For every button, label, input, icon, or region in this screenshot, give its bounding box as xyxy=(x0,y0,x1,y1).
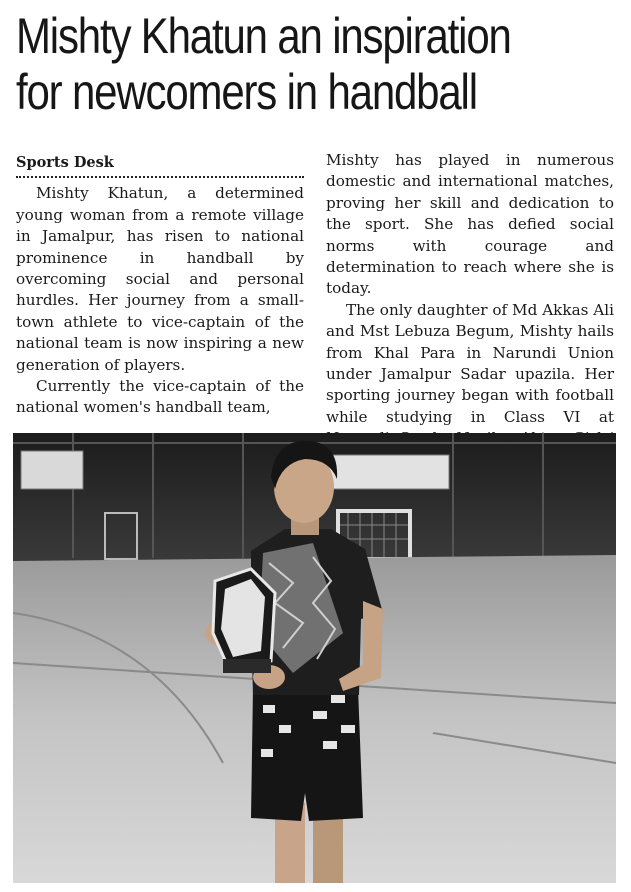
article-paragraph-2-end: Mishty has played in numerous domestic and international matches, proving her skill and dedication to the sport. She has defied social norms with courage and determination to reach where she is today. xyxy=(326,151,614,298)
byline: Sports Desk xyxy=(16,152,304,178)
headline xyxy=(16,8,524,120)
headline-line-2: for newcomers in handball xyxy=(16,64,477,120)
article-paragraph-3: The only daughter of Md Akkas Ali and Mst Lebuza Begum, Mishty hails from Khal Para in Narundi Union under Jamalpur Sadar upazila. Her sporting journey began with football while studying in Class VI at xyxy=(326,300,614,426)
article-column-right xyxy=(326,150,614,471)
article-photo xyxy=(13,433,616,883)
article-paragraph-2-start: Currently the vice-captain of the national women's handball team, xyxy=(16,377,304,417)
article-column-left xyxy=(16,152,304,419)
article-paragraph-1: Mishty Khatun, a determined young woman from a remote village in Jamalpur, has risen to national prominence in handball by overcoming social and personal hurdles. Her journey from a small-town athlete to vice-captain of the national team is now inspiring a new generation of players. xyxy=(16,184,304,374)
photo-icon xyxy=(13,433,616,883)
headline-line-1: Mishty Khatun an inspiration xyxy=(16,8,511,64)
